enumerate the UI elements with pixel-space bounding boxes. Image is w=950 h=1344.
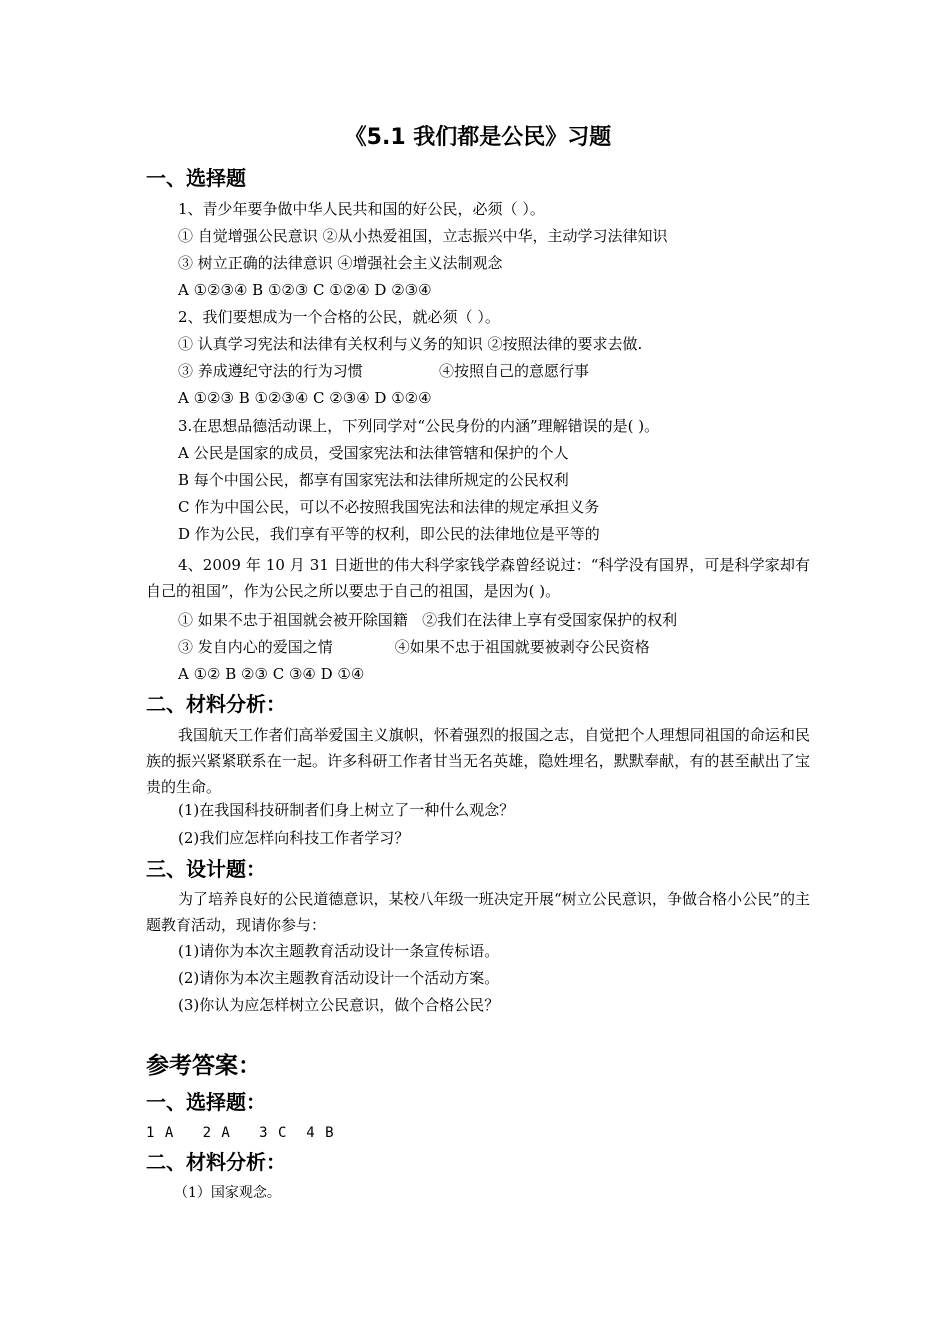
q4-options-line2: ③ 发自内心的爱国之情 ④如果不忠于祖国就要被剥夺公民资格 (178, 638, 650, 656)
page-title: 《5.1 我们都是公民》习题 (344, 125, 612, 150)
q1-choices: A ①②③④ B ①②③ C ①②④ D ②③④ (178, 281, 432, 299)
q4-options-line1: ① 如果不忠于祖国就会被开除国籍 ②我们在法律上享有受国家保护的权利 (178, 611, 678, 629)
material-q1: (1)在我国科技研制者们身上树立了一种什么观念？ (178, 801, 515, 819)
q4-stem: 4、2009 年 10 月 31 日逝世的伟大科学家钱学森曾经说过：“科学没有国界，可是科学家却有自己的祖国”，作为公民之所以要忠于自己的祖国，是因为( )。 (146, 556, 810, 600)
q3-option-b: B 每个中国公民，都享有国家宪法和法律所规定的公民权利 (178, 471, 569, 489)
design-intro: 为了培养良好的公民道德意识，某校八年级一班决定开展“树立公民意识，争做合格小公民”的主题教育活动，现请你参与： (146, 890, 810, 934)
design-q2: (2)请你为本次主题教育活动设计一个活动方案。 (178, 969, 500, 987)
q2-choices: A ①②③ B ①②③④ C ②③④ D ①②④ (178, 389, 432, 407)
q4-choices: A ①② B ②③ C ③④ D ①④ (178, 665, 365, 683)
q3-option-c: C 作为中国公民，可以不必按照我国宪法和法律的规定承担义务 (178, 498, 600, 516)
q1-stem: 1、青少年要争做中华人民共和国的好公民，必须（ ）。 (178, 200, 545, 218)
answers-section2-heading: 二、材料分析： (146, 1150, 286, 1174)
q1-options-line2: ③ 树立正确的法律意识 ④增强社会主义法制观念 (178, 254, 503, 272)
q2-options-line2: ③ 养成遵纪守法的行为习惯 ④按照自己的意愿行事 (178, 362, 590, 380)
q3-option-d: D 作为公民，我们享有平等的权利，即公民的法律地位是平等的 (178, 525, 600, 543)
design-q1: (1)请你为本次主题教育活动设计一条宣传标语。 (178, 942, 500, 960)
material-text: 我国航天工作者们高举爱国主义旗帜，怀着强烈的报国之志，自觉把个人理想同祖国的命运和民族的振兴紧紧联系在一起。许多科研工作者甘当无名英雄，隐姓埋名，默默奉献，有的甚至献出了宝贵的生命。 (146, 726, 810, 796)
q3-option-a: A 公民是国家的成员，受国家宪法和法律管辖和保护的个人 (178, 444, 569, 462)
answers-heading: 参考答案： (146, 1053, 261, 1079)
q2-stem: 2、我们要想成为一个合格的公民，就必须（ ）。 (178, 308, 500, 326)
section1-heading: 一、选择题 (146, 166, 246, 190)
design-q3: (3)你认为应怎样树立公民意识，做个合格公民？ (178, 996, 500, 1014)
q1-options-line1: ① 自觉增强公民意识 ②从小热爱祖国，立志振兴中华，主动学习法律知识 (178, 227, 668, 245)
section3-heading: 三、设计题： (146, 857, 266, 881)
section2-heading: 二、材料分析： (146, 692, 286, 716)
answers-section1-heading: 一、选择题： (146, 1090, 266, 1114)
answers-material-a1: （1）国家观念。 (174, 1185, 281, 1201)
material-q2: (2)我们应怎样向科技工作者学习？ (178, 829, 410, 847)
q2-options-line1: ① 认真学习宪法和法律有关权利与义务的知识 ②按照法律的要求去做. (178, 335, 643, 353)
answers-choice-list: 1 A 2 A 3 C 4 B (146, 1125, 335, 1141)
q3-stem: 3.在思想品德活动课上，下列同学对“公民身份的内涵”理解错误的是( )。 (178, 417, 660, 435)
